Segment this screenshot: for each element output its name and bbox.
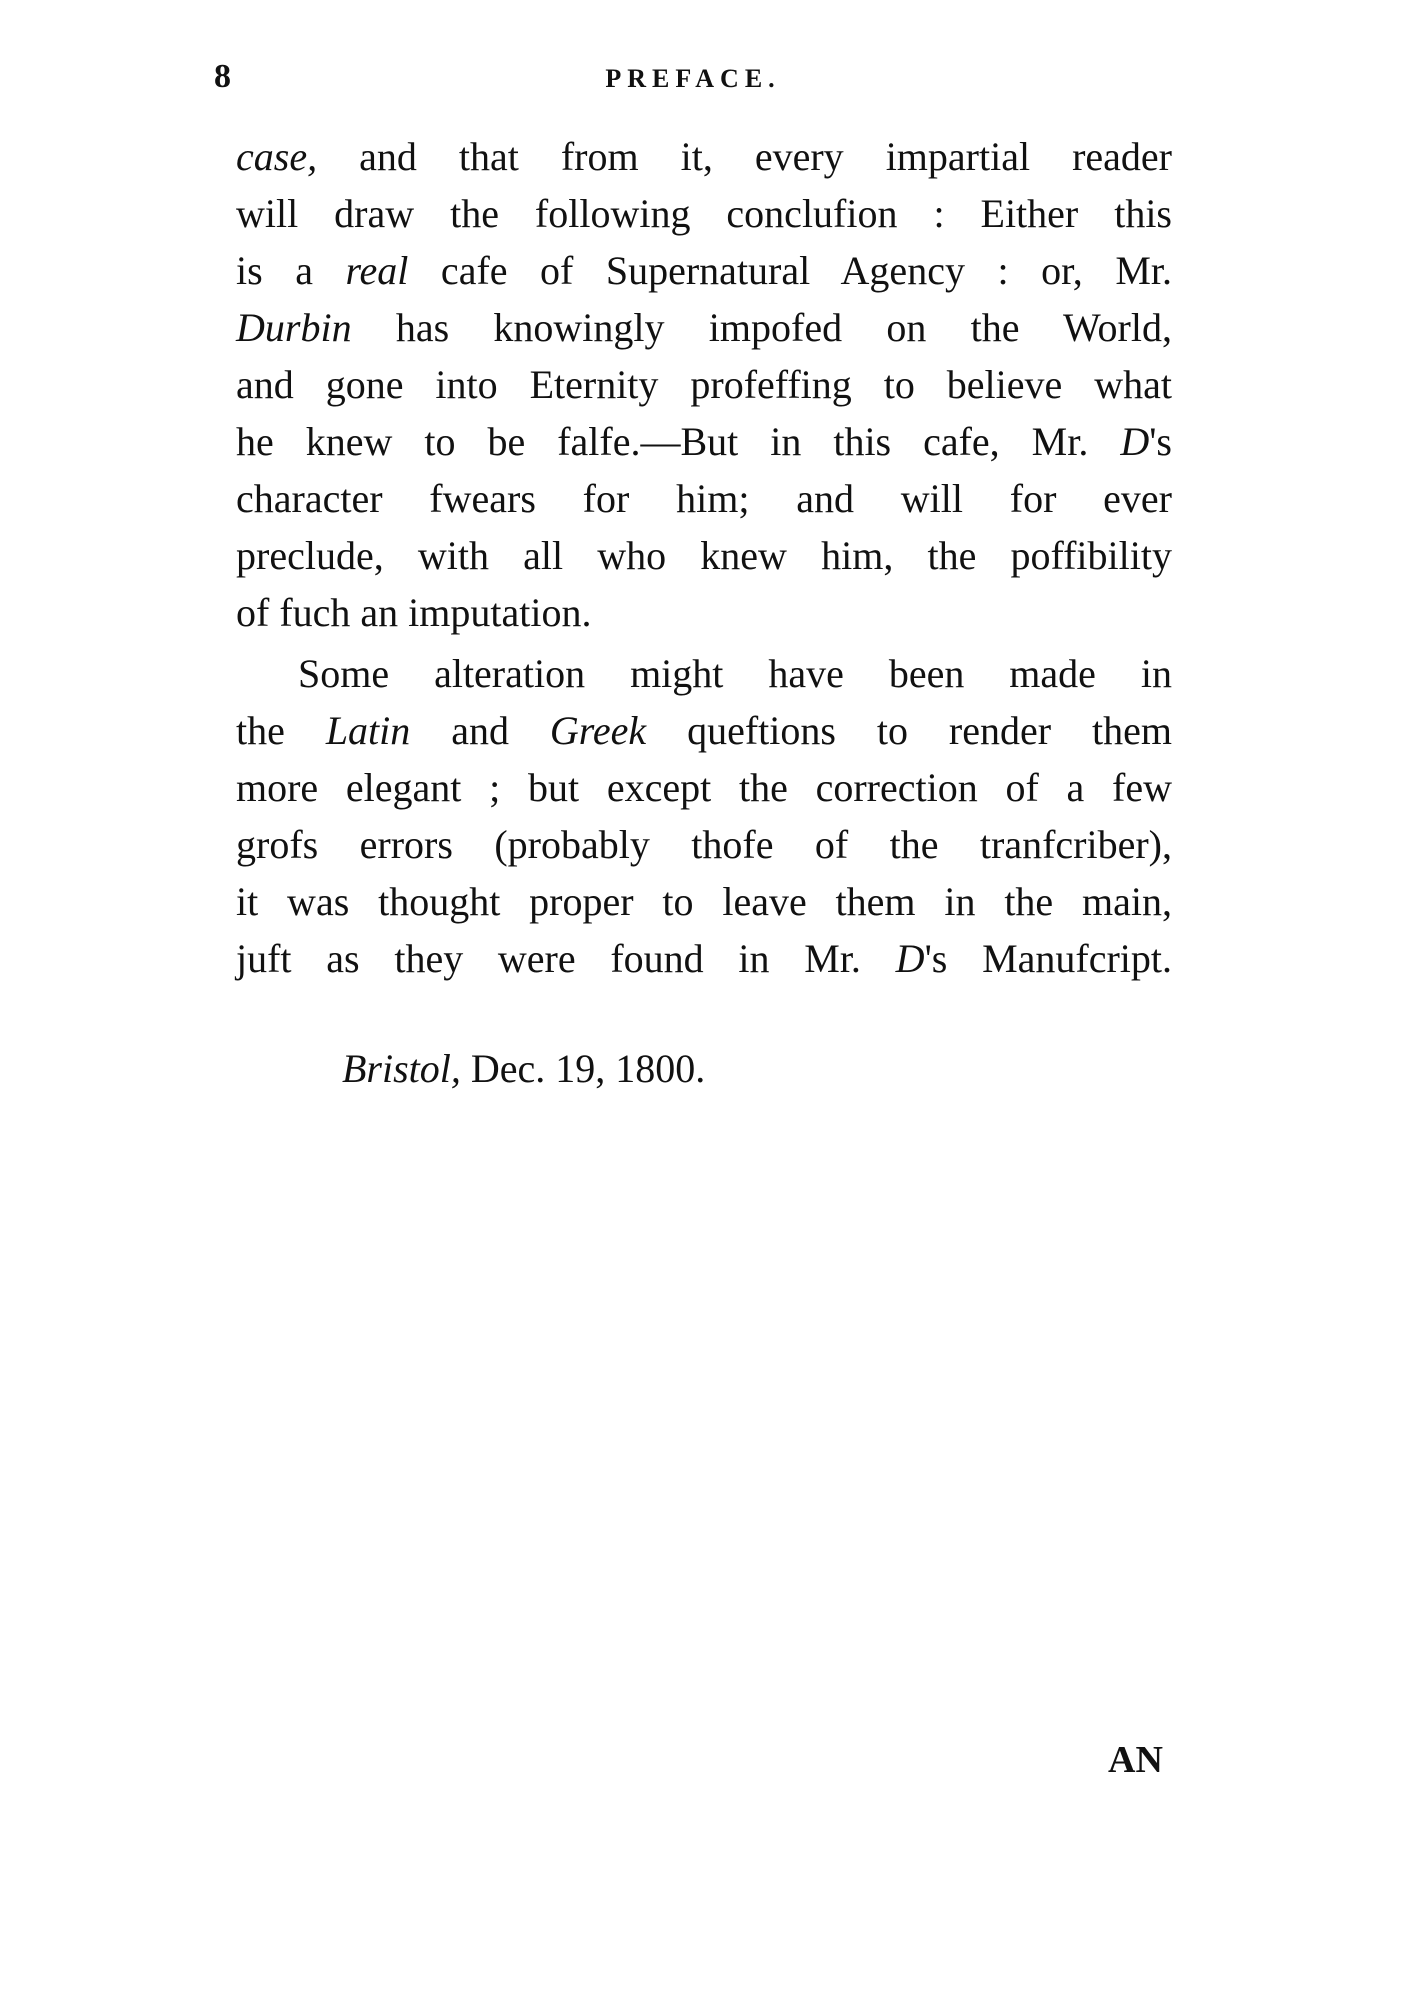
place-date-signature — [342, 1045, 705, 1092]
text-line: of fuch an imputation. — [236, 590, 592, 635]
text-line: and gone into Eternity profeffing to believe what — [236, 362, 1172, 407]
signature-place: Bristol, — [342, 1046, 461, 1091]
text-line: is a real cafe of Supernatural Agency : or, Mr. — [236, 248, 1172, 293]
catchword: AN — [1108, 1739, 1163, 1781]
page-header — [214, 58, 1172, 108]
running-head: PREFACE. — [605, 64, 781, 93]
text-line: Durbin has knowingly impofed on the World, — [236, 305, 1172, 350]
text-line: the Latin and Greek queftions to render them — [236, 708, 1172, 753]
text-line: more elegant ; but except the correction of a few — [236, 765, 1172, 810]
text-line: case, and that from it, every impartial reader — [236, 134, 1172, 179]
text-line: Some alteration might have been made in — [298, 651, 1172, 696]
preface-text — [236, 128, 1172, 987]
text-line: grofs errors (probably thofe of the tranfcriber), — [236, 822, 1172, 867]
text-line: juft as they were found in Mr. D's Manufcript. — [236, 936, 1173, 981]
text-line: it was thought proper to leave them in the main, — [236, 879, 1172, 924]
signature-date: Dec. 19, 1800. — [460, 1046, 706, 1091]
text-line: preclude, with all who knew him, the poffibility — [236, 533, 1172, 578]
page-number: 8 — [214, 58, 231, 95]
text-line: will draw the following conclufion : Either this — [236, 191, 1172, 236]
text-line: character fwears for him; and will for ever — [236, 476, 1172, 521]
text-line: he knew to be falfe.—But in this cafe, Mr. D's — [236, 419, 1172, 464]
